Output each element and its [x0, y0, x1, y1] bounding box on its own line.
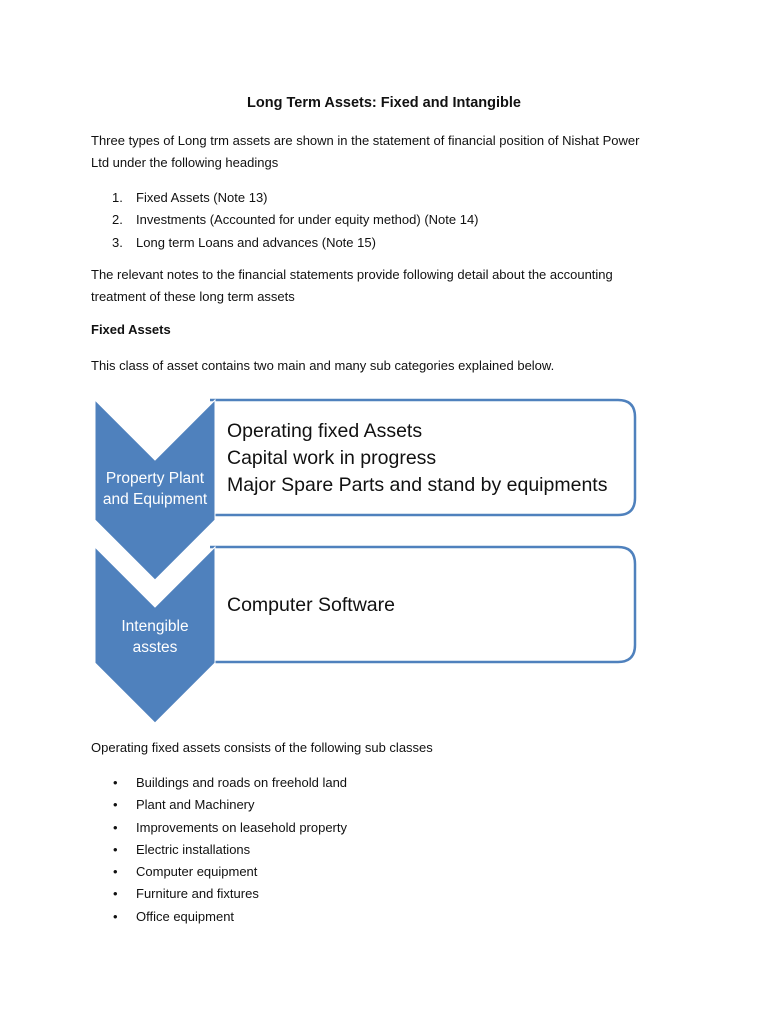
list-item [91, 883, 347, 905]
list-number: 2. [112, 212, 123, 228]
category-item: Computer Software [227, 594, 395, 616]
page-title: Long Term Assets: Fixed and Intangible [247, 95, 521, 111]
category-item: Capital work in progress [227, 447, 437, 469]
list-item-text: Fixed Assets (Note 13) [136, 190, 268, 205]
list-item-text: Office equipment [136, 908, 235, 924]
chevron-property-plant [95, 400, 215, 580]
list-item [91, 232, 479, 254]
category-item: Major Spare Parts and stand by equipments [227, 474, 608, 496]
list-item [91, 817, 347, 839]
bullet-icon: • [113, 864, 118, 880]
chevron-label-line-1: Property Plant [105, 470, 205, 487]
chevron-label-line-2: asstes [132, 639, 178, 656]
chevron-label-line-1: Intengible [121, 618, 189, 635]
list-item [91, 839, 347, 861]
class-description: This class of asset contains two main and many sub categories explained below. [91, 358, 555, 373]
list-item [91, 794, 347, 816]
list-item-text: Investments (Accounted for under equity method) (Note 14) [136, 212, 479, 228]
bullet-icon: • [113, 841, 118, 857]
bullet-icon: • [113, 908, 118, 924]
list-item [91, 187, 479, 209]
list-item-text: Electric installations [136, 841, 251, 857]
list-item-text: Plant and Machinery [136, 797, 255, 813]
list-item-text: Computer equipment [136, 864, 258, 880]
subclasses-list [91, 772, 347, 928]
notes-line-1: The relevant notes to the financial statements provide following detail about the accounting [91, 267, 613, 282]
bullet-icon: • [113, 797, 118, 813]
list-item [91, 209, 479, 231]
intro-line-1: Three types of Long trm assets are shown in the statement of financial position of Nishat Power [91, 133, 640, 148]
headings-list [91, 187, 479, 254]
list-item-text: Improvements on leasehold property [136, 819, 348, 835]
asset-categories-diagram [90, 396, 640, 728]
list-number: 1. [112, 190, 123, 205]
list-item [91, 861, 347, 883]
category-item: Operating fixed Assets [227, 420, 423, 442]
list-item-text: Buildings and roads on freehold land [136, 775, 348, 790]
chevron-label-line-2: and Equipment [102, 491, 208, 508]
list-item [91, 906, 347, 928]
list-item [91, 772, 347, 794]
bullet-icon: • [113, 775, 118, 790]
subclasses-intro: Operating fixed assets consists of the following sub classes [91, 740, 433, 755]
list-item-text: Furniture and fixtures [136, 886, 259, 902]
fixed-assets-heading: Fixed Assets [91, 322, 171, 337]
intro-line-2: Ltd under the following headings [91, 155, 279, 170]
notes-line-2: treatment of these long term assets [91, 289, 295, 304]
list-item-text: Long term Loans and advances (Note 15) [136, 234, 376, 250]
list-number: 3. [112, 234, 123, 250]
bullet-icon: • [113, 819, 118, 835]
notes-paragraph [91, 264, 691, 308]
bullet-icon: • [113, 886, 118, 902]
intro-paragraph [91, 130, 691, 174]
